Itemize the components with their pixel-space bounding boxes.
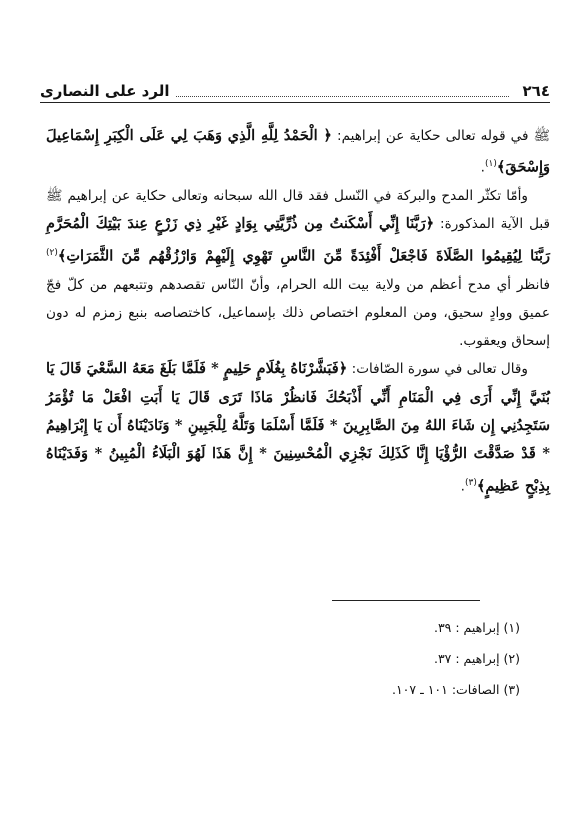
paragraph (46, 122, 550, 182)
footnote-ref: (٢) (46, 247, 58, 258)
header-dotted-leader (176, 86, 509, 97)
footnotes (40, 620, 520, 713)
page-number: ٢٦٤ (522, 82, 550, 100)
body-text: ﷺ في قوله تعالى حكاية عن إبراهيم: (331, 128, 550, 144)
body-text: وأمّا تكثّر المدح والبركة في النّسل فقد قال الله سبحانه وتعالى حكاية عن إبراهيم ﷺ قبل الآية المذكورة: (46, 188, 550, 233)
footnote-separator (332, 600, 480, 601)
quran-quote: ﴿فَبَشَّرْنَاهُ بِغُلَامٍ حَلِيمٍ * فَلَمَّا بَلَغَ مَعَهُ السَّعْيَ قَالَ يَا بُنَيَّ إِنِّي أَرَى فِي الْمَنَامِ أَنِّي أَذْبَحُكَ فَانظُرْ مَاذَا تَرَى قَالَ يَا أَبَتِ افْعَلْ مَا تُؤْمَرُ سَتَجِدُنِي إِن شَاءَ اللهُ مِنَ الصَّابِرِينَ * فَلَمَّا أَسْلَمَا وَتَلَّهُ لِلْجَبِينِ * وَنَادَيْنَاهُ أَن يَا إِبْرَاهِيمُ * قَدْ صَدَّقْتَ الرُّؤْيَا إِنَّا كَذَلِكَ نَجْزِي الْمُحْسِنِينَ * إِنَّ هَذَا لَهُوَ الْبَلَاءُ الْمُبِينُ * وَفَدَيْنَاهُ بِذِبْحٍ عَظِيمٍ﴾ (46, 360, 550, 495)
footnote-ref: (٣) (464, 477, 477, 488)
quran-quote: ﴿ الْحَمْدُ لِلَّهِ الَّذِي وَهَبَ لِي عَلَى الْكِبَرِ إِسْمَاعِيلَ وَإِسْحَقَ﴾ (46, 127, 550, 176)
paragraph (46, 182, 550, 355)
page-body (46, 122, 550, 500)
body-text: فانظر أي مدح أعظم من ولاية بيت الله الحرام، وأنّ النّاس تقصدهم وتتبعهم من كلّ فجّ عميق ووادٍ سحيق، ومن المعلوم اختصاص ذلك بإسماعيل، كاختصاصه بنبع زمزم له دون إسحاق ويعقوب. (46, 276, 550, 350)
body-text: . (460, 478, 465, 495)
body-text: . (480, 159, 485, 176)
running-title: الرد على النصارى (40, 82, 170, 100)
body-text: وقال تعالى في سورة الصّافات: (347, 361, 528, 378)
page-header (40, 80, 550, 103)
paragraph (46, 355, 550, 500)
quran-quote: ﴿رَبَّنَا إِنِّي أَسْكَنتُ مِن ذُرِّيَّتِي بِوَادٍ غَيْرِ ذِي زَرْعٍ عِندَ بَيْتِكَ الْمُحَرَّمِ رَبَّنَا لِيُقِيمُوا الصَّلَاةَ فَاجْعَلْ أَفْئِدَةً مِّنَ النَّاسِ تَهْوِي إِلَيْهِمْ وَارْزُقْهُم مِّنَ الثَّمَرَاتِ﴾ (46, 215, 550, 265)
footnote: (٣) الصافات: ١٠١ ـ ١٠٧. (391, 682, 520, 697)
footnote-ref: (١) (484, 159, 497, 170)
footnote: (١) إبراهيم : ٣٩. (433, 620, 520, 635)
footnote: (٢) إبراهيم : ٣٧. (433, 651, 520, 666)
